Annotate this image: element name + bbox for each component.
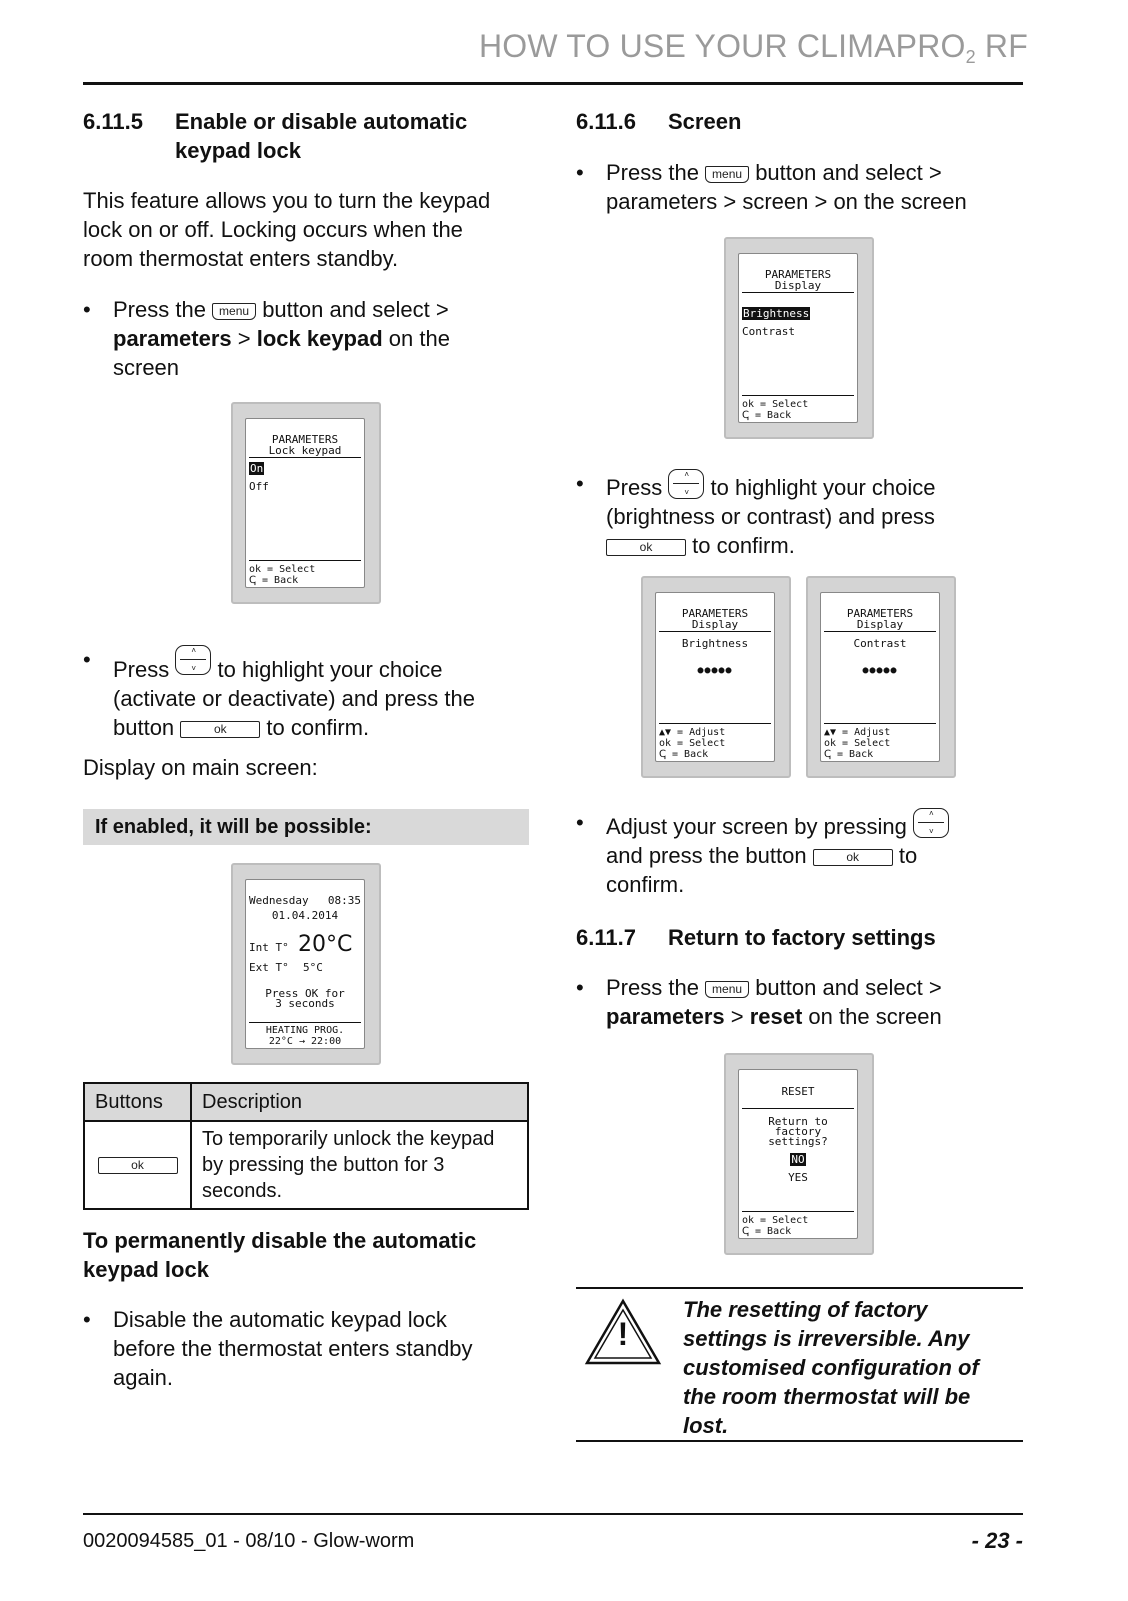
- warning-text: The resetting of factory settings is irreversible. Any customised configuration of the room thermostat will be lost.: [683, 1297, 979, 1438]
- bullet-highlight-choice: • Press ˄ ˅ to highlight your choice (activate or deactivate) and press the button ok to confirm.: [83, 646, 475, 740]
- ok-key-icon: ok: [180, 721, 260, 738]
- thermostat-screen-lock-keypad: PARAMETERS Lock keypad On Off ok = Select ↅ = Back: [231, 402, 381, 604]
- section-heading-6-11-6: 6.11.6 Screen: [576, 109, 742, 134]
- enabled-info-bar: If enabled, it will be possible:: [83, 809, 529, 845]
- warning-top-rule: [576, 1287, 1023, 1289]
- up-down-key-icon: ˄ ˅: [175, 645, 211, 675]
- table-header-buttons: Buttons: [84, 1083, 191, 1121]
- thermostat-screen-display: PARAMETERS Display Brightness Contrast ok = Select ↅ = Back: [724, 237, 874, 439]
- menu-key-icon: menu: [705, 981, 749, 998]
- display-main-label: Display on main screen:: [83, 755, 318, 780]
- thermostat-screen-brightness: PARAMETERS Display Brightness ●●●●● ▲▼ = Adjust ok = Select ↅ = Back: [641, 576, 791, 778]
- ok-key-icon: ok: [606, 539, 686, 556]
- table-row: ok To temporarily unlock the keypad by pressing the button for 3 seconds.: [84, 1121, 528, 1209]
- intro-paragraph: This feature allows you to turn the keypad lock on or off. Locking occurs when the room thermostat enters standby.: [83, 188, 491, 271]
- ok-key-icon: ok: [813, 849, 893, 866]
- warning-icon: !: [584, 1298, 662, 1366]
- menu-key-icon: menu: [212, 303, 256, 320]
- section-heading-6-11-7: 6.11.7 Return to factory settings: [576, 925, 936, 950]
- permanent-disable-heading: To permanently disable the automatic keypad lock: [83, 1228, 477, 1282]
- footer-doc-ref: 0020094585_01 - 08/10 - Glow-worm: [83, 1530, 415, 1552]
- bullet-adjust-screen: • Adjust your screen by pressing ˄ ˅ and press the button ok to confirm.: [576, 808, 1046, 899]
- page-header-title: HOW TO USE YOUR $CLIMAPRO_2$ RF: [478, 28, 1028, 67]
- bullet-reset: • Press the menu button and select > parameters > reset on the screen: [576, 975, 942, 1029]
- footer-rule: [83, 1513, 1023, 1515]
- bullet-open-lock-keypad: • Press the menu button and select > parameters > lock keypad on the screen: [83, 297, 450, 380]
- up-down-key-icon: ˄ ˅: [668, 469, 704, 499]
- bullet-open-screen: • Press the menu button and select > parameters > screen > on the screen: [576, 160, 967, 214]
- page-number: - 23 -: [971, 1528, 1023, 1553]
- bullet-highlight-brightness: • Press ˄ ˅ to highlight your choice (brightness or contrast) and press ok to confirm.: [576, 470, 936, 558]
- warning-bottom-rule: [576, 1440, 1023, 1442]
- section-heading-6-11-5: 6.11.5 Enable or disable automatic keypad lock: [83, 109, 468, 163]
- table-header-description: Description: [191, 1083, 528, 1121]
- up-down-key-icon: ˄ ˅: [913, 808, 949, 838]
- buttons-table: [83, 1082, 529, 1210]
- header-rule: [83, 82, 1023, 85]
- thermostat-screen-reset: RESET Return to factory settings? NO YES ok = Select ↅ = Back: [724, 1053, 874, 1255]
- menu-key-icon: menu: [705, 166, 749, 183]
- thermostat-screen-contrast: PARAMETERS Display Contrast ●●●●● ▲▼ = Adjust ok = Select ↅ = Back: [806, 576, 956, 778]
- ok-key-icon: ok: [98, 1157, 178, 1174]
- thermostat-screen-main: Wednesday 08:35 01.04.2014 Int T° 20°C Ext T° 5°C Press OK for 3 seconds HEATING PROG. 22°C → 22:00: [231, 863, 381, 1065]
- bullet-disable-lock: • Disable the automatic keypad lock before the thermostat enters standby again.: [83, 1307, 473, 1390]
